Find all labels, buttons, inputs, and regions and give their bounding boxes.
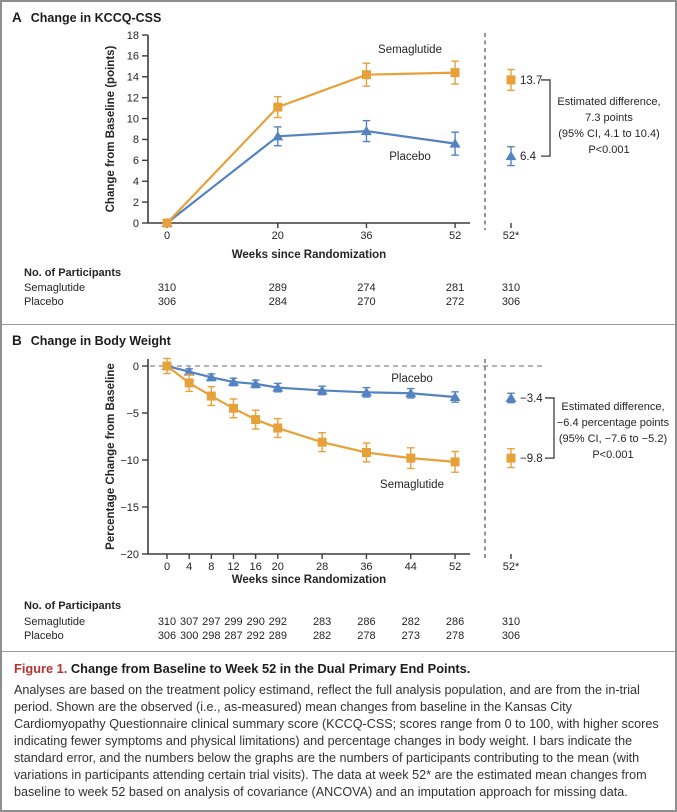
y-axis bbox=[120, 359, 148, 561]
x-tick-label: 16 bbox=[249, 561, 262, 573]
square-marker bbox=[185, 378, 194, 387]
series-semaglutide bbox=[163, 61, 460, 227]
participants-row-label: Semaglutide bbox=[24, 282, 86, 294]
y-tick-label: 6 bbox=[132, 155, 139, 168]
participants-count: 310 bbox=[501, 282, 521, 294]
caption-title: Change from Baseline to Week 52 in the Dual Primary End Points. bbox=[70, 661, 471, 676]
panel-a-letter: A bbox=[12, 10, 22, 25]
y-axis bbox=[127, 30, 148, 230]
series-label-semaglutide: Semaglutide bbox=[380, 479, 444, 491]
participants-count: 310 bbox=[157, 616, 177, 628]
square-marker bbox=[406, 454, 415, 463]
square-marker bbox=[273, 424, 282, 433]
x-tick-label: 36 bbox=[360, 561, 373, 573]
x-tick-label-week52: 52* bbox=[502, 561, 520, 573]
difference-bracket bbox=[541, 80, 550, 156]
square-marker bbox=[163, 362, 172, 371]
participants-count: 278 bbox=[445, 630, 465, 642]
square-marker bbox=[207, 392, 216, 401]
y-tick-label: 14 bbox=[126, 71, 139, 84]
square-marker bbox=[507, 75, 516, 84]
participants-row-label: Placebo bbox=[24, 296, 64, 308]
x-tick-label-week52: 52* bbox=[502, 230, 520, 242]
difference-bracket bbox=[545, 398, 554, 458]
square-marker bbox=[451, 68, 460, 77]
square-marker bbox=[163, 219, 172, 228]
participants-count: 286 bbox=[357, 616, 376, 628]
annotation-line: 7.3 points bbox=[585, 112, 633, 124]
x-tick-label: 44 bbox=[404, 561, 417, 573]
caption-title-line bbox=[14, 660, 663, 678]
square-marker bbox=[229, 404, 238, 413]
panel-a bbox=[2, 2, 675, 322]
annotation-line: −6.4 percentage points bbox=[556, 417, 670, 429]
x-axis-title: Weeks since Randomization bbox=[231, 574, 387, 586]
week52-estimate-semaglutide bbox=[507, 69, 543, 90]
participants-count: 273 bbox=[401, 630, 420, 642]
annotation-line: Estimated difference, bbox=[561, 401, 665, 413]
series-label-semaglutide: Semaglutide bbox=[378, 44, 442, 56]
panel-b-chart bbox=[2, 351, 675, 647]
square-marker bbox=[273, 103, 282, 112]
participants-count: 306 bbox=[157, 296, 177, 308]
panel-b bbox=[2, 325, 675, 647]
y-tick-label: −15 bbox=[120, 501, 139, 514]
annotation-line: (95% CI, 4.1 to 10.4) bbox=[558, 128, 660, 140]
participants-count: 310 bbox=[157, 282, 177, 294]
square-marker bbox=[507, 454, 516, 463]
participants-count: 300 bbox=[179, 630, 199, 642]
square-marker bbox=[318, 438, 327, 447]
y-tick-label: −20 bbox=[120, 548, 139, 561]
triangle-marker bbox=[506, 151, 517, 160]
y-tick-label: 0 bbox=[132, 360, 139, 373]
y-tick-label: −10 bbox=[120, 454, 139, 467]
y-tick-label: 2 bbox=[132, 196, 139, 209]
panel-b-header bbox=[2, 325, 675, 351]
participants-count: 283 bbox=[312, 616, 332, 628]
figure-caption bbox=[2, 652, 675, 801]
series-label-placebo: Placebo bbox=[391, 373, 433, 385]
x-tick-label: 36 bbox=[360, 230, 373, 242]
participants-table bbox=[24, 600, 520, 642]
participants-count: 282 bbox=[312, 630, 332, 642]
x-tick-label: 20 bbox=[271, 230, 284, 242]
x-tick-label: 0 bbox=[163, 230, 171, 242]
participants-header: No. of Participants bbox=[24, 267, 122, 279]
square-marker bbox=[362, 448, 371, 457]
y-tick-label: 4 bbox=[132, 176, 139, 189]
estimate-value-label: 13.7 bbox=[520, 74, 543, 87]
y-tick-label: 16 bbox=[126, 50, 139, 63]
estimate-value-label: −3.4 bbox=[520, 392, 543, 405]
panel-b-title: Change in Body Weight bbox=[30, 334, 171, 348]
figure-label: Figure 1. bbox=[14, 661, 68, 676]
annotation-line: P<0.001 bbox=[592, 449, 634, 461]
participants-count: 278 bbox=[357, 630, 376, 642]
participants-count: 292 bbox=[268, 616, 287, 628]
week52-estimate-placebo bbox=[506, 147, 537, 166]
x-tick-label: 20 bbox=[271, 561, 284, 573]
participants-count: 306 bbox=[501, 630, 521, 642]
y-axis-title: Percentage Change from Baseline bbox=[105, 363, 117, 550]
x-tick-label: 52 bbox=[448, 561, 462, 573]
participants-count: 299 bbox=[224, 616, 243, 628]
x-axis-title: Weeks since Randomization bbox=[231, 249, 387, 261]
week52-estimate-semaglutide bbox=[507, 449, 543, 468]
x-tick-label: 28 bbox=[315, 561, 329, 573]
participants-count: 290 bbox=[246, 616, 265, 628]
participants-row-label: Placebo bbox=[24, 630, 64, 642]
estimate-value-label: 6.4 bbox=[520, 151, 536, 164]
panel-a-title: Change in KCCQ-CSS bbox=[30, 11, 162, 25]
participants-count: 289 bbox=[268, 630, 287, 642]
participants-count: 270 bbox=[357, 296, 376, 308]
y-tick-label: 18 bbox=[126, 29, 139, 42]
annotation-line: P<0.001 bbox=[588, 144, 630, 156]
participants-header: No. of Participants bbox=[24, 600, 122, 612]
panel-a-chart bbox=[2, 28, 675, 322]
series-placebo bbox=[162, 121, 461, 227]
participants-count: 287 bbox=[224, 630, 243, 642]
y-tick-label: 12 bbox=[126, 92, 139, 105]
annotation-line: Estimated difference, bbox=[557, 96, 661, 108]
x-tick-label: 8 bbox=[208, 561, 215, 573]
annotation-line: (95% CI, −7.6 to −5.2) bbox=[558, 433, 668, 445]
participants-count: 281 bbox=[445, 282, 465, 294]
participants-count: 297 bbox=[202, 616, 221, 628]
y-tick-label: −5 bbox=[126, 407, 139, 420]
x-tick-label: 0 bbox=[163, 561, 171, 573]
estimated-difference-annotation bbox=[557, 401, 670, 461]
y-axis-title: Change from Baseline (points) bbox=[105, 45, 117, 213]
participants-count: 284 bbox=[268, 296, 287, 308]
square-marker bbox=[362, 70, 371, 79]
estimate-value-label: −9.8 bbox=[520, 453, 543, 466]
participants-count: 292 bbox=[246, 630, 265, 642]
participants-count: 286 bbox=[445, 616, 465, 628]
participants-count: 307 bbox=[179, 616, 199, 628]
x-axis bbox=[148, 554, 520, 573]
square-marker bbox=[251, 415, 260, 424]
x-tick-label: 52 bbox=[448, 230, 462, 242]
series-label-placebo: Placebo bbox=[389, 151, 431, 163]
square-marker bbox=[451, 457, 460, 466]
panel-a-header bbox=[2, 2, 675, 28]
week52-estimate-placebo bbox=[506, 393, 544, 405]
x-tick-label: 12 bbox=[227, 561, 240, 573]
series-line bbox=[167, 73, 455, 223]
participants-count: 289 bbox=[268, 282, 287, 294]
triangle-marker bbox=[506, 393, 517, 402]
panel-b-letter: B bbox=[12, 333, 22, 348]
participants-count: 298 bbox=[202, 630, 221, 642]
y-tick-label: 8 bbox=[132, 134, 139, 147]
estimated-difference-annotation bbox=[557, 96, 660, 156]
y-tick-label: 0 bbox=[132, 217, 139, 230]
participants-row-label: Semaglutide bbox=[24, 616, 86, 628]
x-tick-label: 4 bbox=[186, 561, 193, 573]
participants-table bbox=[24, 267, 520, 308]
participants-count: 306 bbox=[501, 296, 521, 308]
participants-count: 306 bbox=[157, 630, 177, 642]
y-tick-label: 10 bbox=[126, 113, 139, 126]
participants-count: 282 bbox=[401, 616, 420, 628]
caption-body: Analyses are based on the treatment policy estimand, reflect the full analysis population, and are from the in-trial period. Shown are the observed (i.e., as-measured) mean changes from baseline in the Kansas City Cardiomyopathy Questionnaire clinical summary score (KCCQ-CSS; scores range from 0 to 100, with higher scores indicating fewer symptoms and physical limitations) and percentage changes in body weight. I bars indicate the standard error, and the numbers below the graphs are the numbers of participants contributing to the mean (with variations in participants attending certain trial visits). The data at week 52* are the estimated mean changes from baseline to week 52 based on analysis of covariance (ANCOVA) and an imputation approach for missing data. bbox=[14, 683, 659, 799]
participants-count: 310 bbox=[501, 616, 521, 628]
participants-count: 274 bbox=[357, 282, 376, 294]
x-axis bbox=[148, 223, 520, 242]
participants-count: 272 bbox=[445, 296, 465, 308]
